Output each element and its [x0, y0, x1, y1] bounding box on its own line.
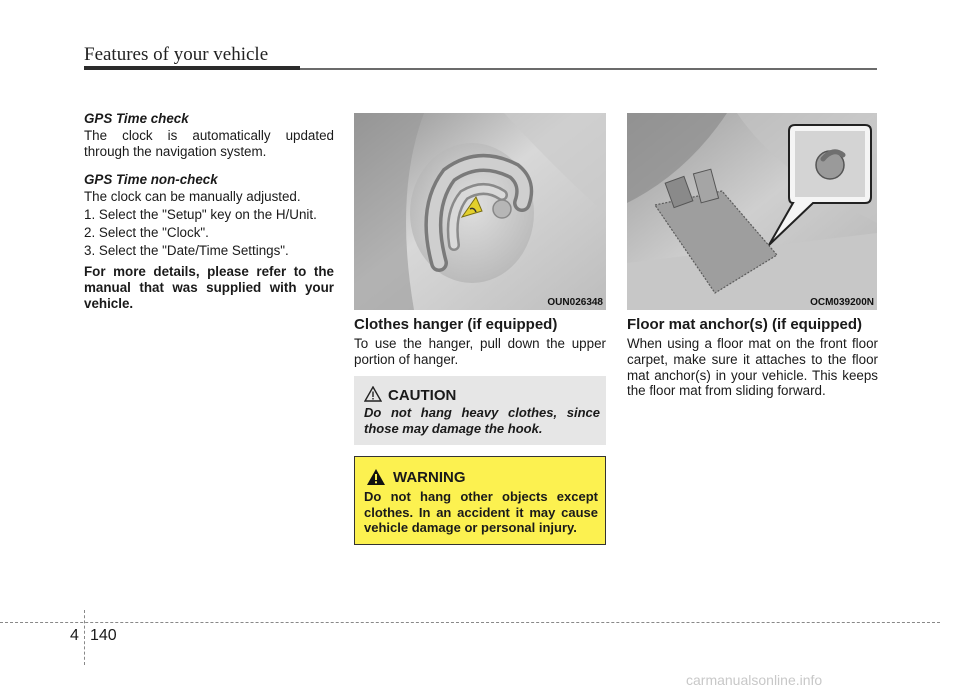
warning-box — [354, 456, 606, 545]
caution-text: Do not hang heavy clothes, since those may damage the hook. — [364, 405, 600, 436]
details-note: For more details, please refer to the manual that was supplied with your vehicle. — [84, 264, 334, 311]
clothes-hanger-illustration — [354, 113, 606, 310]
page-number: 140 — [90, 627, 117, 644]
warning-text: Do not hang other objects except clothes. In an accident it may cause vehicle damage or personal injury. — [364, 489, 598, 535]
gps-noncheck-heading: GPS Time non-check — [84, 172, 218, 188]
step-item: 1. Select the "Setup" key on the H/Unit. — [84, 206, 317, 222]
chapter-number: 4 — [70, 627, 79, 644]
caution-title: CAUTION — [388, 387, 457, 404]
floor-mat-text: When using a floor mat on the front floor carpet, make sure it attaches to the floor mat anchor(s) in your vehicle. This keeps the floor mat from sliding forward. — [627, 336, 878, 399]
footer-divider — [84, 610, 85, 665]
clothes-hanger-text: To use the hanger, pull down the upper portion of hanger. — [354, 336, 606, 367]
footer-rule — [0, 622, 940, 623]
left-column — [84, 111, 334, 312]
caution-box — [354, 376, 606, 445]
caution-triangle-icon — [364, 386, 382, 402]
floor-mat-photo — [627, 113, 877, 310]
gps-check-text: The clock is automatically updated through the navigation system. — [84, 127, 334, 159]
photo-code: OCM039200N — [810, 297, 874, 308]
clothes-hanger-title: Clothes hanger (if equipped) — [354, 316, 558, 333]
gps-check-heading: GPS Time check — [84, 111, 189, 126]
watermark-text: carmanualsonline.info — [686, 672, 823, 688]
header-rule-thick — [84, 66, 300, 70]
floor-mat-title: Floor mat anchor(s) (if equipped) — [627, 316, 862, 333]
page-header-title: Features of your vehicle — [84, 44, 269, 65]
warning-triangle-icon — [366, 468, 386, 486]
gps-noncheck-intro: The clock can be manually adjusted. — [84, 189, 301, 205]
floor-mat-illustration — [627, 113, 877, 310]
step-item: 2. Select the "Clock". — [84, 224, 209, 240]
clothes-hanger-photo — [354, 113, 606, 310]
header-rule-thin — [300, 68, 877, 70]
photo-code: OUN026348 — [547, 297, 603, 308]
warning-title: WARNING — [393, 469, 466, 486]
step-item: 3. Select the "Date/Time Settings". — [84, 242, 289, 258]
